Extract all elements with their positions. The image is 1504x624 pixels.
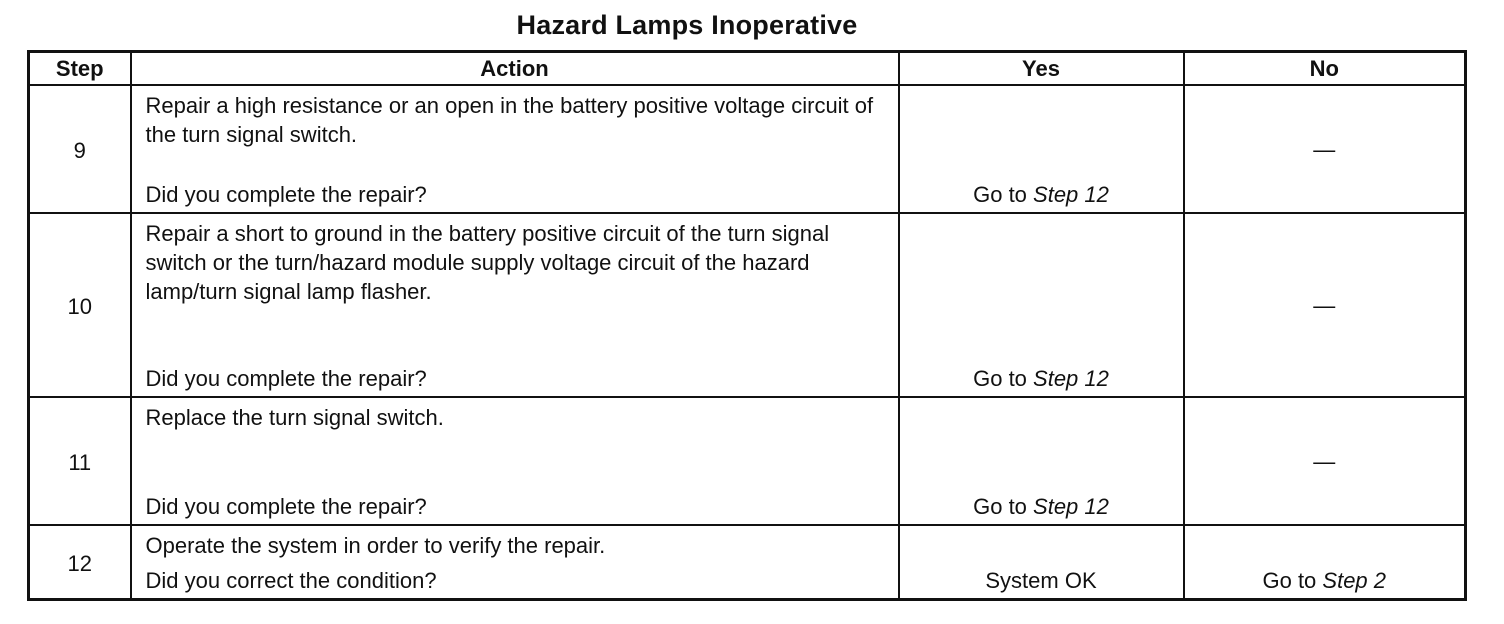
table-row — [29, 213, 1466, 397]
no-dash: — — [1313, 448, 1336, 474]
action-cell — [131, 525, 899, 600]
no-cell — [1184, 525, 1466, 600]
yes-step-ref: Step 12 — [1033, 494, 1109, 519]
step-number: 9 — [29, 85, 131, 213]
yes-cell — [899, 397, 1184, 525]
yes-step-ref: Step 12 — [1033, 182, 1109, 207]
yes-prefix: Go to — [973, 182, 1034, 207]
header-action: Action — [131, 52, 899, 86]
no-cell — [1184, 213, 1466, 397]
action-question: Did you complete the repair? — [145, 182, 427, 207]
step-number: 10 — [29, 213, 131, 397]
no-prefix: Go to — [1262, 568, 1323, 593]
table-row — [29, 525, 1466, 600]
action-question: Did you complete the repair? — [145, 494, 427, 519]
no-step-ref: Step 2 — [1322, 568, 1387, 593]
no-dash: — — [1313, 136, 1336, 162]
yes-prefix: Go to — [973, 366, 1034, 391]
yes-result: System OK — [985, 568, 1097, 593]
header-step: Step — [29, 52, 131, 86]
action-text: Repair a short to ground in the battery positive circuit of the turn signal switch or the turn/hazard module supply voltage circuit of the hazard lamp/turn signal lamp flasher. — [145, 221, 830, 304]
action-text: Replace the turn signal switch. — [145, 405, 444, 430]
diagnostic-table — [27, 50, 1467, 601]
step-number: 11 — [29, 397, 131, 525]
yes-cell — [899, 85, 1184, 213]
table-row — [29, 85, 1466, 213]
header-yes: Yes — [899, 52, 1184, 86]
action-text: Repair a high resistance or an open in the battery positive voltage circuit of the turn signal switch. — [145, 93, 874, 147]
action-text: Operate the system in order to verify the repair. — [145, 533, 606, 558]
no-cell — [1184, 397, 1466, 525]
action-cell — [131, 397, 899, 525]
no-cell — [1184, 85, 1466, 213]
yes-prefix: Go to — [973, 494, 1034, 519]
action-question: Did you complete the repair? — [145, 366, 427, 391]
yes-cell — [899, 525, 1184, 600]
step-number: 12 — [29, 525, 131, 600]
no-dash: — — [1313, 292, 1336, 318]
header-no: No — [1184, 52, 1466, 86]
table-row — [29, 397, 1466, 525]
yes-step-ref: Step 12 — [1033, 366, 1109, 391]
action-question: Did you correct the condition? — [145, 568, 437, 593]
page-title: Hazard Lamps Inoperative — [516, 10, 858, 40]
action-cell — [131, 213, 899, 397]
action-cell — [131, 85, 899, 213]
table-header-row — [29, 52, 1466, 86]
yes-cell — [899, 213, 1184, 397]
